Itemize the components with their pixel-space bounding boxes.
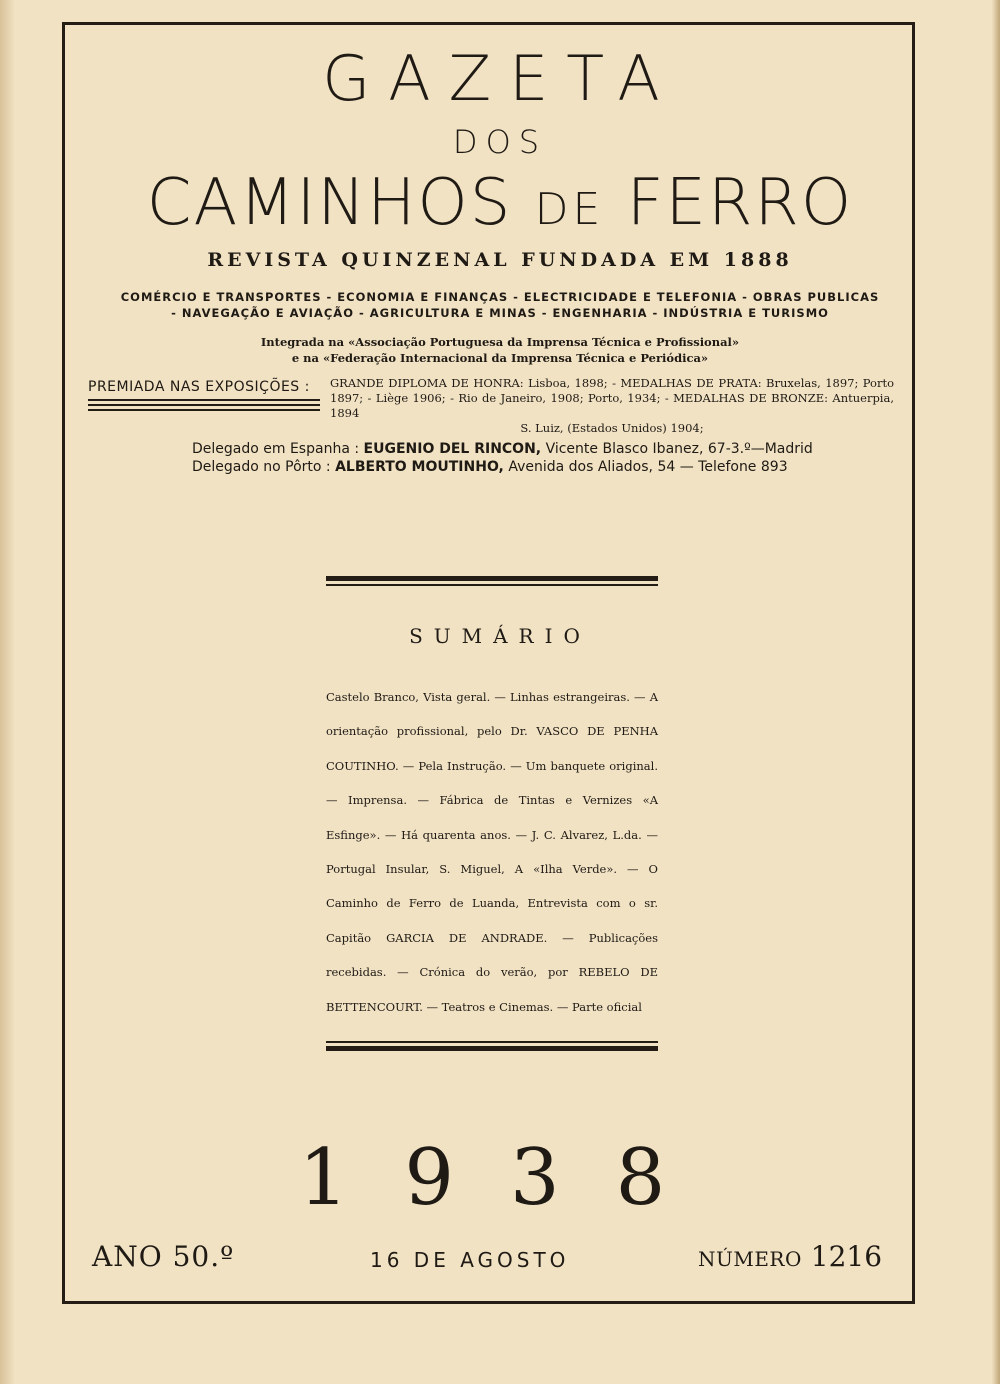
masthead-ferro: FERRO xyxy=(626,166,854,240)
delegado-espanha xyxy=(192,440,813,458)
sumario-rule-bottom xyxy=(326,1046,658,1051)
issue-numero xyxy=(698,1240,882,1273)
issue-numero-value: 1216 xyxy=(810,1240,883,1273)
issue-numero-label: NÚMERO xyxy=(698,1247,802,1271)
integrada xyxy=(120,334,880,366)
delegados xyxy=(192,440,813,476)
masthead-caminhos-de-ferro xyxy=(0,168,1000,245)
masthead-subtitle: REVISTA QUINZENAL FUNDADA EM 1888 xyxy=(207,249,793,271)
delegado-espanha-name: EUGENIO DEL RINCON, xyxy=(363,441,542,457)
sumario-title: SUMÁRIO xyxy=(409,624,591,648)
sumario-rule-top xyxy=(326,576,658,581)
premiada-underline xyxy=(88,399,320,414)
masthead-caminhos: CAMINHOS xyxy=(146,166,513,240)
masthead-dos: DOS xyxy=(452,123,548,161)
premiada-awards: GRANDE DIPLOMA DE HONRA: Lisboa, 1898; - MEDALHAS DE PRATA: Bruxelas, 1897; Porto 1897; - Liège 1906; - Rio de Janeiro, 1908; Porto, 1934; - MEDALHAS DE BRONZE: Antuerpia, 1894 xyxy=(330,376,894,420)
delegado-espanha-label: Delegado em Espanha : xyxy=(192,441,360,457)
delegado-espanha-address: Vicente Blasco Ibanez, 67-3.º—Madrid xyxy=(545,441,813,457)
delegado-porto-address: Avenida dos Aliados, 54 — Telefone 893 xyxy=(508,459,788,475)
delegado-porto-name: ALBERTO MOUTINHO, xyxy=(335,459,504,475)
premiada-text xyxy=(330,376,894,436)
sumario-rule-bottom-thin xyxy=(326,1041,658,1043)
topics xyxy=(80,289,920,321)
masthead-title: GAZETA xyxy=(322,42,678,115)
integrada-line-2: e na «Federação Internacional da Imprensa Técnica e Periódica» xyxy=(291,351,709,365)
sumario-rule-top-thin xyxy=(326,584,658,586)
issue-ano: ANO 50.º xyxy=(92,1240,235,1273)
delegado-porto-label: Delegado no Pôrto : xyxy=(192,459,331,475)
premiada-awards-last: S. Luiz, (Estados Unidos) 1904; xyxy=(520,421,704,435)
topics-line-1: COMÉRCIO E TRANSPORTES - ECONOMIA E FINANÇAS - ELECTRICIDADE E TELEFONIA - OBRAS PUBLICAS xyxy=(120,290,880,304)
premiada-label: PREMIADA NAS EXPOSIÇÕES : xyxy=(88,379,310,395)
masthead-de: DE xyxy=(534,184,605,235)
issue-year: 1938 xyxy=(298,1133,722,1223)
delegado-porto xyxy=(192,458,813,476)
integrada-line-1: Integrada na «Associação Portuguesa da Imprensa Técnica e Profissional» xyxy=(260,335,740,349)
issue-date: 16 DE AGOSTO xyxy=(370,1248,570,1272)
sumario-body: Castelo Branco, Vista geral. — Linhas estrangeiras. — A orientação profissional, pelo Dr. VASCO DE PENHA COUTINHO. — Pela Instrução. — Um banquete original. — Imprensa. — Fábrica de Tintas e Vernizes «A Esfinge». — Há quarenta anos. — J. C. Alvarez, L.da. — Portugal Insular, S. Miguel, A «Ilha Verde». — O Caminho de Ferro de Luanda, Entrevista com o sr. Capitão GARCIA DE ANDRADE. — Publicações recebidas. — Crónica do verão, por REBELO DE BETTENCOURT. — Teatros e Cinemas. — Parte oficial xyxy=(326,690,658,1014)
topics-line-2: - NAVEGAÇÃO E AVIAÇÃO - AGRICULTURA E MINAS - ENGENHARIA - INDÚSTRIA E TURISMO xyxy=(171,306,829,320)
